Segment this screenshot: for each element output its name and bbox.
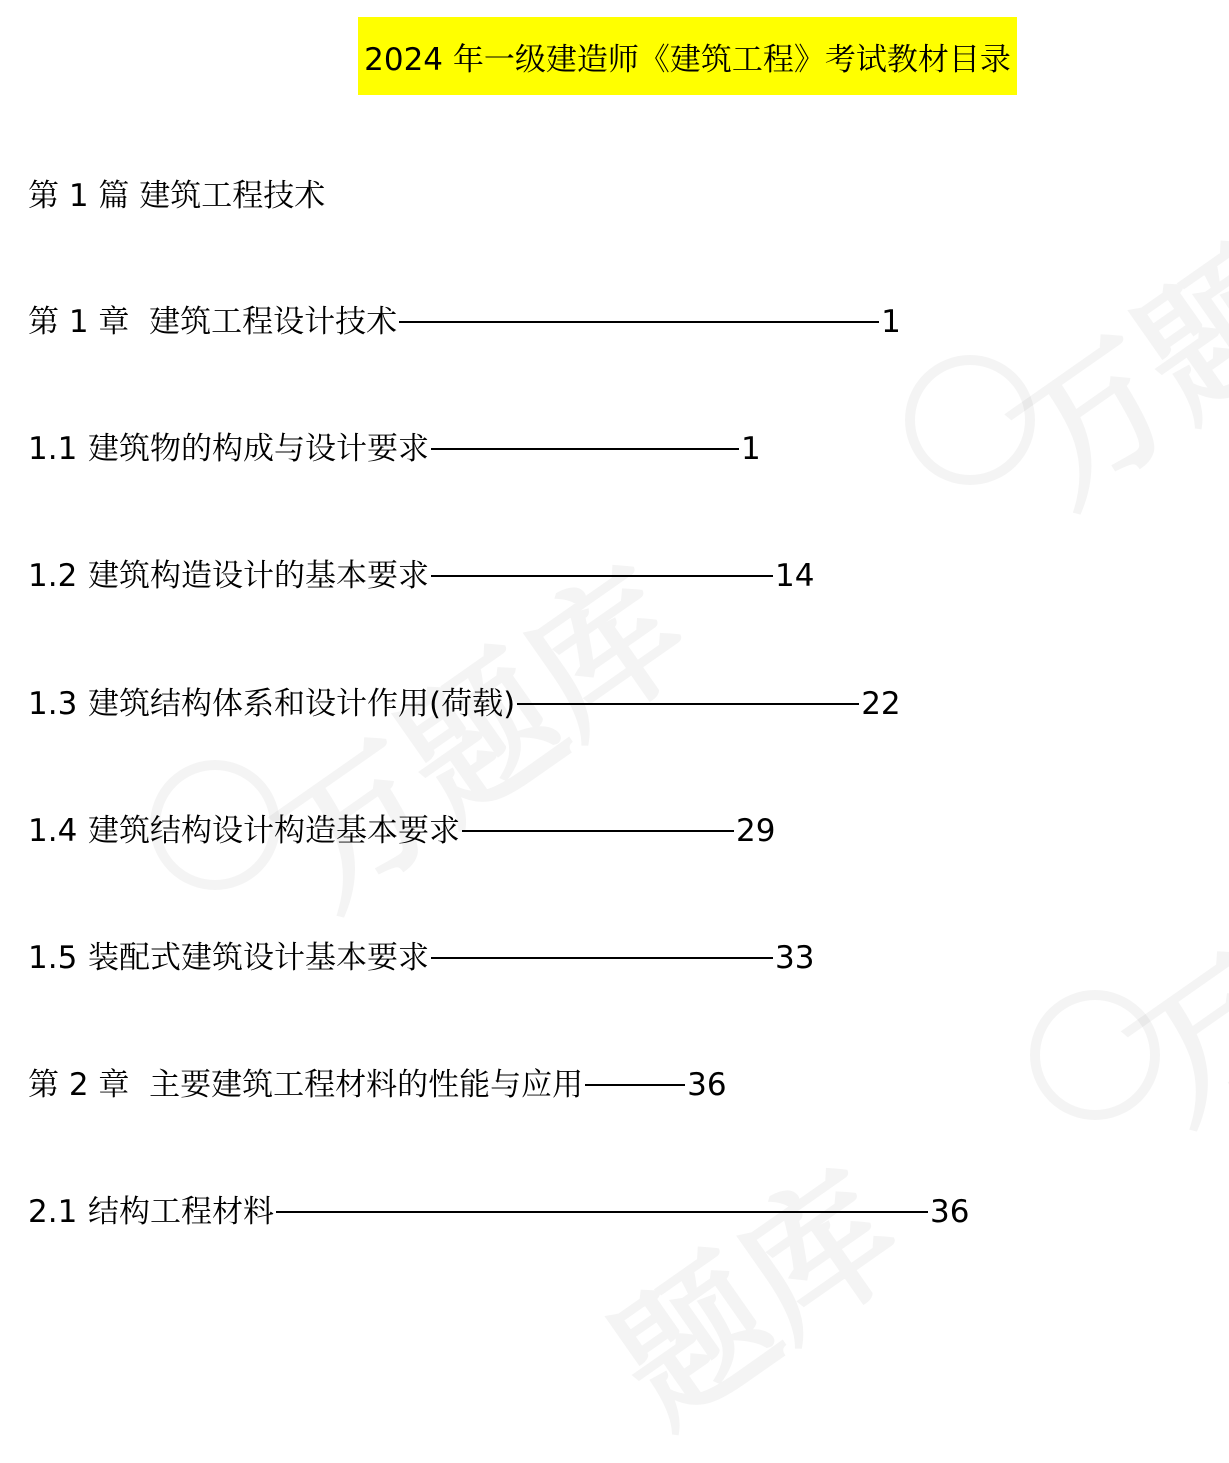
- toc-leader: [431, 448, 739, 450]
- toc-num: 第 1 章: [28, 304, 130, 340]
- toc-num: 1.3: [28, 686, 78, 722]
- toc-label: 建筑构造设计的基本要求: [88, 558, 429, 594]
- toc-leader: [585, 1084, 685, 1086]
- toc-entry: [28, 938, 814, 978]
- toc-num: 1.1: [28, 431, 78, 467]
- toc-num: 第 2 章: [28, 1067, 130, 1103]
- toc-label: 建筑结构设计构造基本要求: [88, 813, 460, 849]
- toc-num: 1.5: [28, 940, 78, 976]
- toc-leader: [517, 703, 859, 705]
- toc-num: 1.4: [28, 813, 78, 849]
- toc-leader: [399, 321, 879, 323]
- toc-leader: [462, 830, 734, 832]
- toc-page: 29: [736, 813, 776, 849]
- toc-page: 1: [881, 304, 901, 340]
- title-highlight: [358, 17, 1017, 95]
- toc-entry: [28, 302, 901, 342]
- toc-leader: [431, 957, 773, 959]
- document-title: 2024 年一级建造师《建筑工程》考试教材目录: [364, 41, 1011, 78]
- toc-label: 结构工程材料: [88, 1194, 274, 1230]
- toc-page: 22: [861, 686, 901, 722]
- toc-label: 主要建筑工程材料的性能与应用: [149, 1067, 584, 1103]
- toc-num: 2.1: [28, 1194, 78, 1230]
- watermark-logo-icon: [905, 355, 1035, 485]
- toc-label: 建筑物的构成与设计要求: [88, 431, 429, 467]
- toc-label: 装配式建筑设计基本要求: [88, 940, 429, 976]
- toc-entry: [28, 1192, 969, 1232]
- toc-entry: [28, 1065, 727, 1105]
- watermark-logo-icon: [1030, 990, 1160, 1120]
- toc-entry: [28, 429, 761, 469]
- toc-leader: [276, 1211, 928, 1213]
- toc-entry: [28, 684, 901, 724]
- toc-entry: [28, 556, 814, 596]
- toc-page: 1: [741, 431, 761, 467]
- toc-page: 36: [687, 1067, 727, 1103]
- watermark-text: [1082, 897, 1229, 1160]
- watermark-text: [565, 1113, 935, 1462]
- toc-label: 建筑结构体系和设计作用(荷载): [88, 686, 516, 722]
- toc-leader: [431, 575, 773, 577]
- toc-num: 1.2: [28, 558, 78, 594]
- part-heading: [28, 176, 325, 216]
- toc-label: 建筑工程设计技术: [149, 304, 398, 340]
- watermark-text: [965, 193, 1229, 542]
- toc-page: 36: [930, 1194, 970, 1230]
- toc-page: 33: [775, 940, 815, 976]
- part-label: 第 1 篇 建筑工程技术: [28, 178, 326, 214]
- toc-entry: [28, 811, 775, 851]
- toc-page: 14: [775, 558, 815, 594]
